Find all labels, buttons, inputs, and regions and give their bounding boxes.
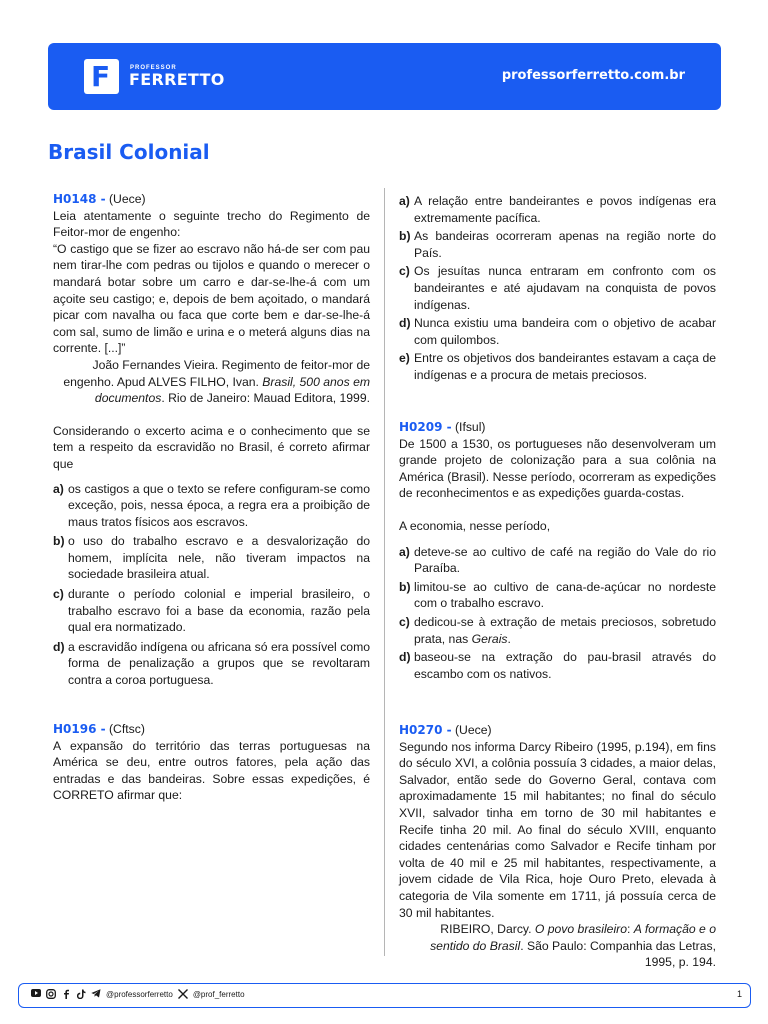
option-text: dedicou-se à extração de metais preciosos, sobretudo prata, nas xyxy=(414,614,716,646)
question-quote: “O castigo que se fizer ao escravo não há-de ser com pau nem tirar-lhe com pedras ou tijolos e quando o merecer o mandará botar sobre um carro e dar-se-lhe-á com um açoite seu castigo; e, depois de bem açoitado, o mandará picar com navalha ou faca que corte bem e dar-se-lhe-á com sal, sumo de limão e urina e o meterá alguns dias na corrente. [...]” xyxy=(53,241,370,356)
question-code: H0270 - xyxy=(399,723,452,737)
option-text: Entre os objetivos dos bandeirantes estavam a caça de indígenas e a procura de metais preciosos. xyxy=(414,351,716,382)
question-h0148 xyxy=(53,191,370,689)
option-letter: d) xyxy=(399,650,411,665)
option-text-end: . xyxy=(507,631,511,646)
page-number: 1 xyxy=(736,989,742,999)
question-text: A expansão do território das terras portuguesas na América se deu, entre outros fatores, pela ação das entradas e das bandeiras. Sobre essas expedições, é CORRETO afirmar que: xyxy=(53,738,370,803)
logo-letter: F xyxy=(91,60,111,93)
option-c[interactable] xyxy=(399,263,716,313)
option-letter: d) xyxy=(399,316,411,331)
option-text: A relação entre bandeirantes e povos indígenas era extremamente pacífica. xyxy=(414,194,716,225)
question-code: H0196 - xyxy=(53,722,106,736)
text-reference xyxy=(399,921,716,971)
header-banner xyxy=(48,43,721,110)
option-d[interactable] xyxy=(399,315,716,348)
reference-author: RIBEIRO, Darcy. xyxy=(440,922,535,937)
option-letter: b) xyxy=(399,229,411,244)
option-d[interactable] xyxy=(53,639,370,689)
option-text-italic: Gerais xyxy=(471,631,508,646)
option-c[interactable] xyxy=(399,614,716,647)
social-handle[interactable]: @professorferretto xyxy=(106,989,173,999)
question-text: De 1500 a 1530, os portugueses não desenvolveram um grande projeto de colonização para a sua colônia na América (Brasil). Nesse período, ocorreram as expedições de reconhecimentos e as expedições guarda-costas. xyxy=(399,436,716,501)
reference-sep: : xyxy=(627,922,634,937)
reference-title: Brasil, 500 anos em documentos xyxy=(94,374,370,406)
facebook-icon[interactable] xyxy=(61,989,71,999)
option-a[interactable] xyxy=(53,481,370,531)
option-letter: b) xyxy=(53,534,65,549)
column-divider xyxy=(384,188,385,956)
option-letter: b) xyxy=(399,579,411,594)
page-title: Brasil Colonial xyxy=(48,140,210,164)
question-code: H0209 - xyxy=(399,420,452,434)
option-letter: e) xyxy=(399,351,410,366)
youtube-icon[interactable] xyxy=(31,989,41,999)
reference-text: João Fernandes Vieira. Regimento de feitor-mor de engenho. Apud ALVES FILHO, Ivan. xyxy=(63,357,370,389)
question-source: (Cftsc) xyxy=(105,722,145,736)
footer-bar xyxy=(18,983,751,1008)
question-source: (Ifsul) xyxy=(451,420,486,434)
option-d[interactable] xyxy=(399,649,716,682)
quote-reference xyxy=(53,357,370,407)
option-a[interactable] xyxy=(399,544,716,577)
option-text: a escravidão indígena ou africana só era possível como forma de penalização a grupos que se revoltaram contra a coroa portuguesa. xyxy=(68,639,370,688)
site-link[interactable]: professorferretto.com.br xyxy=(501,68,685,83)
option-letter: a) xyxy=(399,194,410,208)
tiktok-icon[interactable] xyxy=(76,989,86,999)
instagram-icon[interactable] xyxy=(46,989,56,999)
reference-publisher: . São Paulo: Companhia das Letras, 1995, p. 194. xyxy=(520,938,716,970)
option-e[interactable] xyxy=(399,350,716,383)
option-text: o uso do trabalho escravo e a desvalorização do homem, implícita nele, não tiveram impactos na sociedade brasileira atual. xyxy=(68,534,370,582)
option-letter: c) xyxy=(399,264,410,279)
option-text: baseou-se na extração do pau-brasil através do escambo com os nativos. xyxy=(414,650,716,681)
question-stem: A economia, nesse período, xyxy=(399,518,551,533)
option-text: os castigos a que o texto se refere configuram-se como exceção, pois, nessa época, a regra era a proibição de maus tratos físicos aos escravos. xyxy=(68,481,370,529)
question-text: Segundo nos informa Darcy Ribeiro (1995, p.194), em fins do século XVI, a colônia possuía 3 cidades, a maior delas, Salvador, então sede do Governo Geral, contava com aproximadamente 15 mil habitantes; no final do século XVII, salvador tinha em torno de 30 mil habitantes e Recife tinha 20 mil. Ao final do século XVIII, enquanto cidades centenárias como Salvador e Recife tinham por volta de 40 mil e 25 mil habitantes, respectivamente, a jovem cidade de Vila Rica, hoje Ouro Preto, elevada à categoria de Vila somente em 1711, já possuía cerca de 30 mil habitantes. xyxy=(399,739,716,920)
question-h0196-options xyxy=(399,193,716,384)
option-text: As bandeiras ocorreram apenas na região norte do País. xyxy=(414,229,716,260)
ferretto-logo-icon xyxy=(84,59,119,94)
option-text: deteve-se ao cultivo de café na região do Vale do rio Paraíba. xyxy=(414,544,716,576)
question-stem: Considerando o excerto acima e o conhecimento que se tem a respeito da escravidão no Brasil, é correto afirmar que xyxy=(53,423,370,471)
option-b[interactable] xyxy=(399,228,716,261)
x-icon[interactable] xyxy=(178,989,188,999)
question-intro: Leia atentamente o seguinte trecho do Regimento de Feitor-mor de engenho: xyxy=(53,208,370,240)
question-code: H0148 - xyxy=(53,192,106,206)
option-text: Nunca existiu uma bandeira com o objetivo de acabar com quilombos. xyxy=(414,316,716,347)
reference-title: O povo brasileiro xyxy=(534,922,628,937)
logo-small-text: PROFESSOR xyxy=(130,65,177,71)
option-letter: a) xyxy=(53,481,64,496)
question-h0196 xyxy=(53,721,370,804)
option-text: durante o período colonial e imperial brasileiro, o trabalho escravo foi a base da economia, razão pela qual era normatizado. xyxy=(68,587,370,635)
option-letter: c) xyxy=(53,587,64,602)
social-links xyxy=(31,989,245,999)
option-letter: c) xyxy=(399,614,410,629)
option-a[interactable] xyxy=(399,193,716,226)
telegram-icon[interactable] xyxy=(91,989,101,999)
option-text: Os jesuítas nunca entraram em confronto com os bandeirantes e até ajudavam na conquista de povos indígenas. xyxy=(414,264,716,312)
option-letter: d) xyxy=(53,639,65,654)
question-source: (Uece) xyxy=(105,192,146,206)
social-handle-x[interactable]: @prof_ferretto xyxy=(192,989,245,999)
question-source: (Uece) xyxy=(451,723,492,737)
option-b[interactable] xyxy=(399,579,716,612)
question-h0270 xyxy=(399,722,716,971)
reference-publisher: . Rio de Janeiro: Mauad Editora, 1999. xyxy=(161,391,370,406)
option-letter: a) xyxy=(399,544,410,559)
option-c[interactable] xyxy=(53,586,370,636)
option-b[interactable] xyxy=(53,533,370,583)
reference-subtitle: A formação e o sentido do Brasil xyxy=(430,922,716,953)
question-h0209 xyxy=(399,419,716,682)
logo-brand-text: FERRETTO xyxy=(129,70,225,89)
option-text: limitou-se ao cultivo de cana-de-açúcar no nordeste com o trabalho escravo. xyxy=(414,579,716,611)
